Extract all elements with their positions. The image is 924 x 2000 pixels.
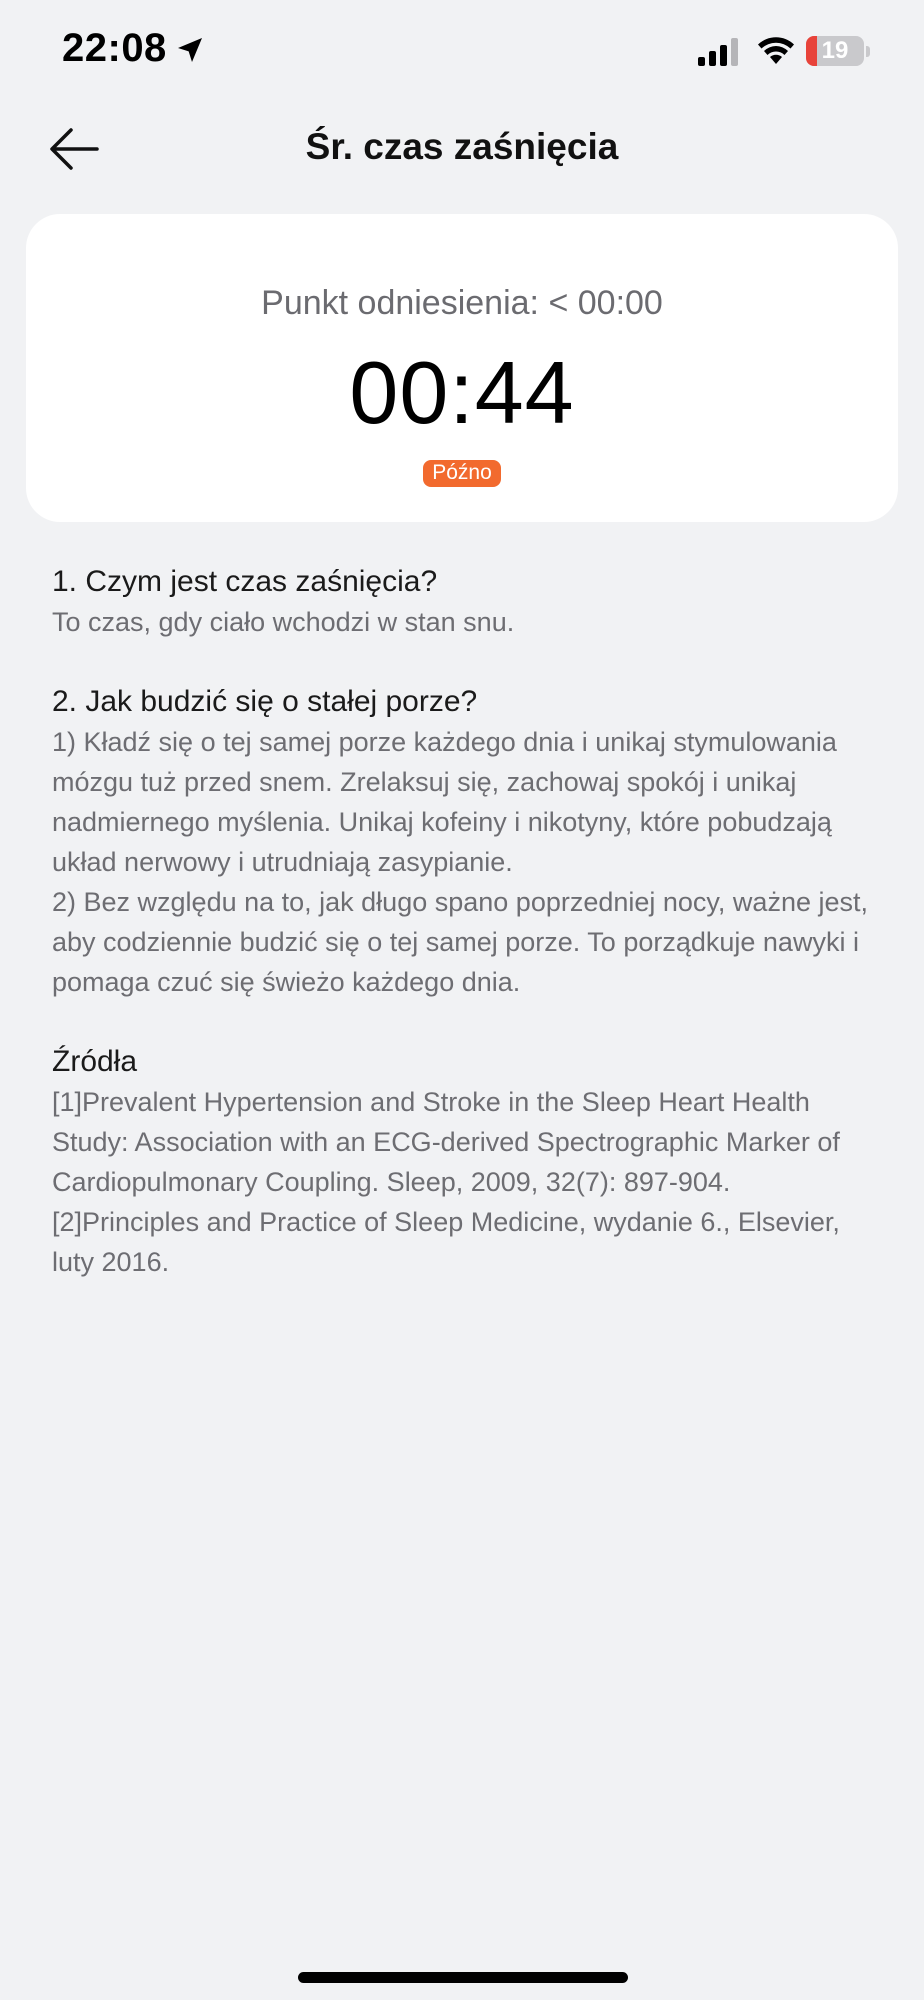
section-text: To czas, gdy ciało wchodzi w stan snu. [52,607,515,637]
page-title: Śr. czas zaśnięcia [305,126,619,167]
cellular-signal-icon [698,38,742,66]
average-sleep-onset-time: 00:44 [349,343,575,442]
badge-wrap [26,460,898,487]
battery-icon [806,36,864,66]
summary-card [26,214,898,522]
section-sources [52,1042,882,1282]
section-text: 2) Bez względu na to, jak długo spano poprzedniej nocy, ważne jest, aby codziennie budzić się o tej samej porze. To porządkuje nawyki i pomaga czuć się świeżo każdego dnia. [52,887,868,997]
section-how-to [52,682,882,1002]
wifi-icon [756,34,796,66]
source-item: [2]Principles and Practice of Sleep Medicine, wydanie 6., Elsevier, luty 2016. [52,1207,840,1277]
section-title: 2. Jak budzić się o stałej porze? [52,685,478,718]
status-time: 22:08 [62,26,167,70]
source-item: [1]Prevalent Hypertension and Stroke in the Sleep Heart Health Study: Association with an ECG-derived Spectrographic Marker of Cardiopulmonary Coupling. Sleep, 2009, 32(7): 897-904. [52,1087,840,1197]
status-badge: Późno [423,460,501,487]
location-arrow-icon [174,34,206,66]
section-what-is [52,562,882,642]
info-content [52,562,882,1322]
battery-cap [866,46,870,57]
section-title: 1. Czym jest czas zaśnięcia? [52,565,438,598]
section-title: Źródła [52,1045,138,1078]
home-indicator[interactable] [298,1972,628,1983]
reference-value: Punkt odniesienia: < 00:00 [261,284,663,322]
header [0,110,924,190]
status-bar [0,0,924,104]
section-text: 1) Kładź się o tej samej porze każdego dnia i unikaj stymulowania mózgu tuż przed snem. Zrelaksuj się, zachowaj spokój i unikaj nadmiernego myślenia. Unikaj kofeiny i nikotyny, które pobudzają układ nerwowy i utrudniają zasypianie. [52,727,837,877]
battery-level: 19 [821,37,849,64]
